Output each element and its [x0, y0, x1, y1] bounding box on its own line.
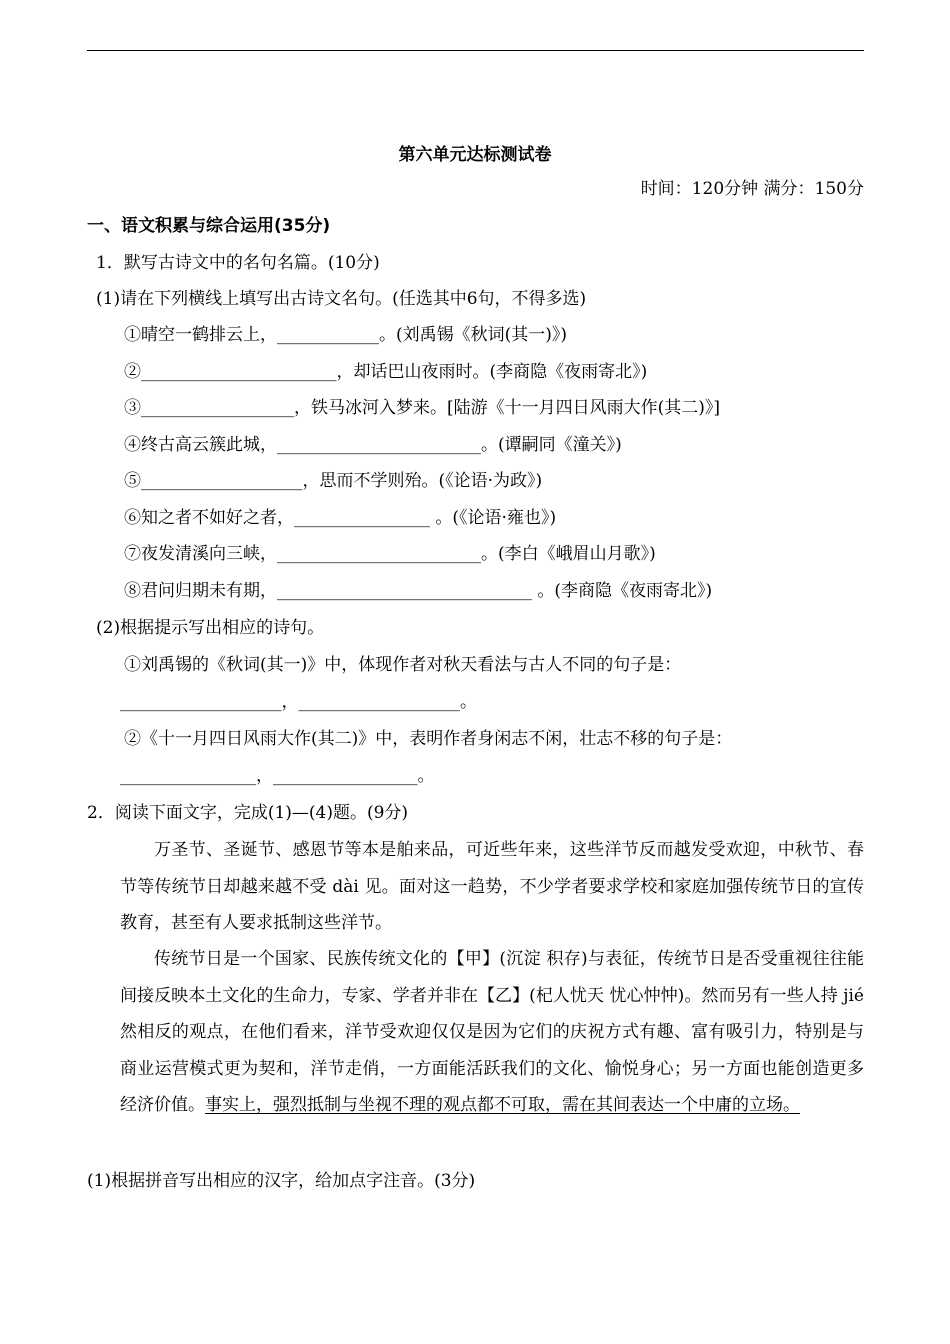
question-2-sub-1: (1)根据拼音写出相应的汉字，给加点字注音。(3分) [87, 1171, 476, 1191]
fill-item: ④终古高云簇此城，________________________。(谭嗣同《潼关》) [124, 435, 622, 455]
reading-paragraph-1: 万圣节、圣诞节、感恩节等本是舶来品，可近些年来，这些洋节反而越发受欢迎，中秋节、春节等传统节日却越来越不受 dài 见。面对这一趋势，不少学者要求学校和家庭加强传统节日的宣传教育，甚至有人要求抵制这些洋节。 [120, 840, 864, 933]
prompt-item: ①刘禹锡的《秋词(其一)》中，体现作者对秋天看法与古人不同的句子是： [124, 655, 682, 675]
page-title: 第六单元达标测试卷 [398, 145, 552, 165]
fill-item: ①晴空一鹤排云上，____________。(刘禹锡《秋词(其一)》) [124, 325, 568, 345]
fill-item: ③__________________，铁马冰河入梦来。[陆游《十一月四日风雨大作(其二)》] [124, 398, 721, 418]
underlined-sentence: 事实上，强烈抵制与坐视不理的观点都不可取，需在其间表达一个中庸的立场。 [205, 1095, 800, 1115]
question-1-part2-instruction: (2)根据提示写出相应的诗句。 [96, 618, 325, 638]
header-rule [87, 50, 864, 51]
fill-item: ②_______________________，却话巴山夜雨时。(李商隐《夜雨寄北》) [124, 362, 648, 382]
reading-paragraph-2 [120, 941, 864, 1124]
question-1-part1-instruction: (1)请在下列横线上填写出古诗文名句。(任选其中6句，不得多选) [96, 289, 587, 309]
prompt-item: ②《十一月四日风雨大作(其二)》中，表明作者身闲志不闲，壮志不移的句子是： [124, 729, 733, 749]
question-2-stem: 2．阅读下面文字，完成(1)—(4)题。(9分) [87, 803, 409, 823]
answer-blanks: ___________________，___________________。 [120, 692, 477, 712]
fill-item: ⑤___________________，思而不学则殆。(《论语·为政》) [124, 471, 543, 491]
fill-item: ⑧君问归期未有期，______________________________ 。(李商隐《夜雨寄北》) [124, 581, 713, 601]
question-1-stem: 1．默写古诗文中的名句名篇。(10分) [96, 253, 380, 273]
fill-item: ⑥知之者不如好之者，________________ 。(《论语·雍也》) [124, 508, 557, 528]
section-heading: 一、语文积累与综合运用(35分) [87, 216, 331, 236]
answer-blanks: ________________，_________________。 [120, 766, 435, 786]
paragraph-2-text: 传统节日是一个国家、民族传统文化的【甲】(沉淀 积存)与表征，传统节日是否受重视往往能间接反映本土文化的生命力，专家、学者并非在【乙】(杞人忧天 忧心忡忡)。然而另有一些人持 jié 然相反的观点，在他们看来，洋节受欢迎仅仅是因为它们的庆祝方式有趣、富有吸引力，特别是与商业运营模式更为契和，洋节走俏，一方面能活跃我们的文化、愉悦身心；另一方面也能创造更多经济价值。 [120, 949, 864, 1115]
exam-meta: 时间：120分钟 满分：150分 [640, 179, 864, 199]
fill-item: ⑦夜发清溪向三峡，________________________。(李白《峨眉山月歌》) [124, 544, 656, 564]
